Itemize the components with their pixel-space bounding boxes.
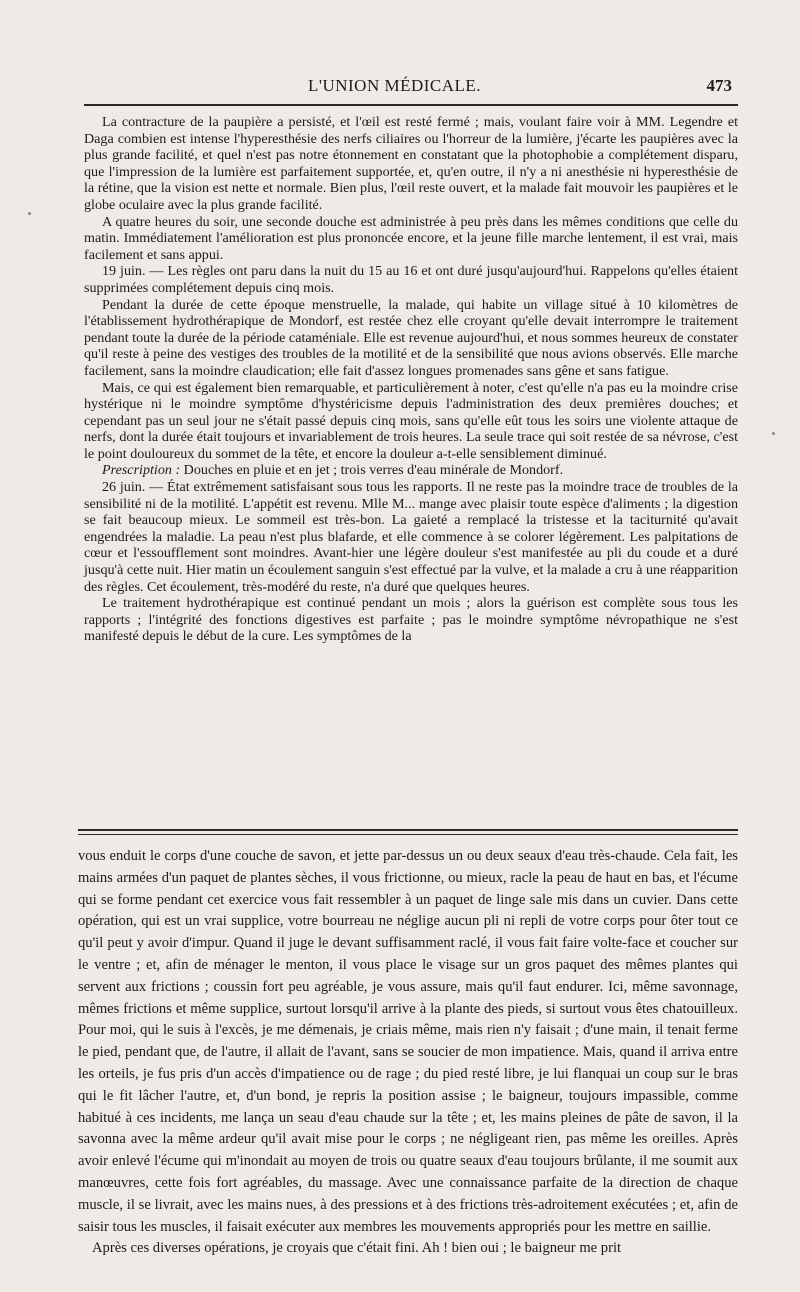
running-title: L'UNION MÉDICALE.	[308, 76, 482, 95]
paragraph-contracture: La contracture de la paupière a persisté, et l'œil est resté fermé ; mais, voulant faire voir à MM. Legendre et Daga combien est intense l'hyperesthésie des nerfs ciliaires ou l'horreur de la lumière, j'écarte les paupières avec la plus grande facilité, et quel n'est pas notre étonnement en constatant que la photophobie a complétement disparu, que l'impression de la lumière est parfaitement supportée, et, qu'en outre, il n'y a ni anesthésie ni hyperesthésie de la rétine, que la vision est nette et normale. Bien plus, l'œil reste ouvert, et la malade fait mouvoir les paupières et le globe oculaire avec la plus grande facilité.	[84, 114, 738, 213]
prescription-label: Prescription :	[102, 462, 181, 479]
feuilleton-separator	[78, 826, 738, 840]
paragraph-remarquable: Mais, ce qui est également bien remarquable, et particulièrement à noter, c'est qu'elle n'a pas eu la moindre crise hystérique ni le moindre symptôme d'hystéricisme depuis l'administration des deux premières douches; et cependant pas un seul jour ne s'était passé depuis cinq mois, sans qu'elle eût tous les soirs une violente attaque de nerfs, dont la durée était toujours et invariablement de trois heures. La seule trace qui soit restée de sa névrose, c'est le point douloureux du sommet de la tête, et encore la douleur a-t-elle sensiblement diminué.	[84, 379, 738, 462]
page-header	[78, 76, 738, 102]
page-number: 473	[706, 76, 732, 95]
paper-speck	[28, 212, 31, 215]
header-rule	[84, 104, 738, 106]
prescription-text: Douches en pluie et en jet ; trois verres d'eau minérale de Mondorf.	[180, 462, 564, 479]
paragraph-quatre-heures: A quatre heures du soir, une seconde douche est administrée à peu près dans les mêmes conditions que celle du matin. Immédiatement l'amélioration est plus prononcée encore, et la jeune fille marche lentement, il est vrai, mais facilement et sans appui.	[84, 213, 738, 263]
paragraph-prescription	[84, 462, 738, 479]
paragraph-26-juin: 26 juin. — État extrêmement satisfaisant sous tous les rapports. Il ne reste pas la moindre trace de troubles de la sensibilité ni de la motilité. L'appétit est revenu. Mlle M... mange avec plaisir toute espèce d'aliments ; la digestion se fait beaucoup mieux. Le sommeil est très-bon. La gaieté a remplacé la tristesse et la taciturnité qu'avait engendrées la maladie. La peau n'est plus blafarde, et elle commence à se colorer légèrement. Les palpitations de cœur et l'essoufflement sont moindres. Avant-hier une légère douleur s'est manifestée au pli du coude et a duré jusqu'à cette nuit. Hier matin un écoulement sanguin s'est effectué par la vulve, et la malade a cru à une réapparition des règles. Cet écoulement, très-modéré du reste, n'a duré que quelques heures.	[84, 479, 738, 595]
feuilleton-paragraph-bain: vous enduit le corps d'une couche de savon, et jette par-dessus un ou deux seaux d'eau très-chaude. Cela fait, les mains armées d'un paquet de plantes sèches, il vous frictionne, ou mieux, racle la peau de haut en bas, et l'écume qui se forme pendant cet exercice vous fait ressembler à un paquet de linge sale mis dans un cuvier. Dans cette opération, qui est un vrai supplice, votre bourreau ne néglige aucun pli ni repli de votre corps pour ôter tout ce qu'il peut y avoir d'impur. Quand il juge le devant suffisamment raclé, il vous fait faire volte-face et coucher sur le ventre ; et, afin de ménager le menton, il vous place le visage sur un gros paquet des mêmes plantes qui servent aux frictions ; coussin fort peu agréable, je vous assure, mais qu'il faut endurer. Ici, même savonnage, mêmes frictions et même supplice, surtout lorsqu'il arrive à la plante des pieds, si surtout vous êtes chatouilleux. Pour moi, qui le suis à l'excès, je me démenais, je criais même, mais rien n'y faisait ; d'une main, il tenait ferme le pied, pendant que, de l'autre, il allait de l'avant, sans se soucier de mon impatience. Mais, quand il arriva entre les orteils, je fus pris d'un accès d'impatience ou de rage ; du pied resté libre, je lui flanquai un coup sur le bras qui le fit lâcher l'autre, et, d'un bond, je repris la position assise ; le baigneur, toujours impassible, comme habitué à ces incidents, me lança un seau d'eau chaude sur la tête ; et, les mains pleines de pâte de savon, il la savonna avec la même ardeur qu'il avait mise pour le corps ; ne négligeant rien, pas même les oreilles. Après avoir enlevé l'écume qui m'inondait au moyen de trois ou quatre seaux d'eau toujours brûlante, il me soumit aux manœuvres, cette fois fort agréables, du massage. Avec une connaissance parfaite de la direction de chaque muscle, il se livrait, avec les mains nues, à des pressions et à des frictions très-adroitement exécutées ; et, afin de saisir tous les muscles, il faisait exécuter aux membres les mouvements appropriés pour les mettre en saillie.	[78, 848, 738, 1235]
feuilleton-section	[78, 846, 738, 1260]
main-article	[84, 114, 738, 645]
paragraph-19-juin: 19 juin. — Les règles ont paru dans la nuit du 15 au 16 et ont duré jusqu'aujourd'hui. Rappelons qu'elles étaient supprimées complétement depuis cinq mois.	[84, 263, 738, 296]
paragraph-epoque-menstruelle: Pendant la durée de cette époque menstruelle, la malade, qui habite un village situé à 10 kilomètres de l'établissement hydrothérapique de Mondorf, est restée chez elle croyant qu'elle devait interrompre le traitement pendant toute la durée de la période cataméniale. Elle est revenue aujourd'hui, et nous sommes heureux de constater qu'il reste à peine des vestiges des troubles de la motilité et de la sensibilité que nous avions observés. Elle marche facilement, sans la moindre claudication; elle fait d'assez longues promenades sans gêne et sans fatigue.	[84, 296, 738, 379]
paragraph-traitement: Le traitement hydrothérapique est continué pendant un mois ; alors la guérison est complète sous tous les rapports ; l'intégrité des fonctions digestives est parfaite ; pas le moindre symptôme névropathique ne s'est manifesté depuis le début de la cure. Les symptômes de la	[84, 595, 738, 645]
paper-speck	[772, 432, 775, 435]
feuilleton-paragraph-apres: Après ces diverses opérations, je croyais que c'était fini. Ah ! bien oui ; le baigneur me prit	[92, 1240, 622, 1257]
